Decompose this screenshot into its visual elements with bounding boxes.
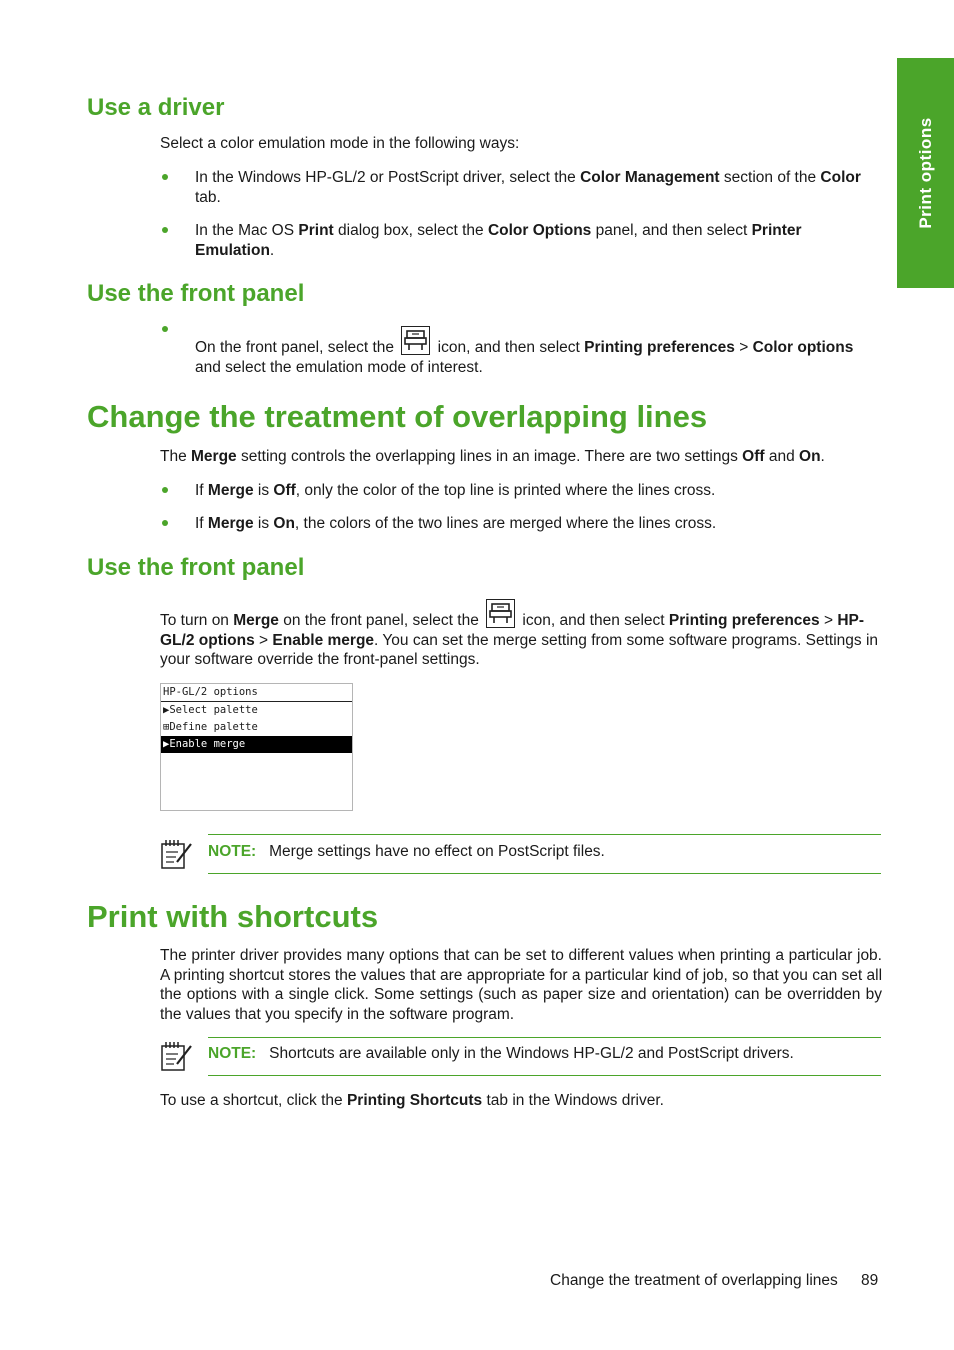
heading-use-front-panel-2: Use the front panel [87, 554, 305, 581]
note-rule-top [208, 834, 881, 835]
note-icon [160, 1040, 194, 1072]
note-merge-postscript: NOTE: Merge settings have no effect on PostScript files. [208, 843, 605, 860]
bullet-dot [162, 174, 168, 180]
bullet-dot [162, 326, 168, 332]
printer-settings-icon [401, 326, 430, 355]
note-icon [160, 838, 194, 870]
page-number: 89 [861, 1272, 879, 1289]
driver-bullet-windows: In the Windows HP-GL/2 or PostScript driver, select the Color Management section of the Color tab. [195, 169, 861, 206]
screen-title: HP-GL/2 options [161, 684, 352, 702]
screen-item-enable-merge[interactable]: ▶Enable merge [161, 736, 352, 753]
side-tab [897, 58, 954, 288]
note-rule-bottom [208, 873, 881, 874]
footer-title: Change the treatment of overlapping lines [550, 1272, 838, 1289]
bullet-dot [162, 227, 168, 233]
merge-intro: The Merge setting controls the overlapping lines in an image. There are two settings Off and On. [160, 448, 825, 465]
note-rule-bottom [208, 1075, 881, 1076]
shortcuts-body: The printer driver provides many options that can be set to different values when printing a particular job. A printing shortcut stores the values that are appropriate for a particular kind of job, so that you can set all the options with a single click. Some settings (such as paper size and orientation) can be overridden by the values that you specify in the software program. [160, 947, 883, 1023]
merge-front-panel-instruction: To turn on Merge on the front panel, select the icon, and then select Printing preferences > HP-GL/2 options > Enable merge. You can set the merge setting from some software programs. Settings in your software override the front-panel settings. [160, 599, 882, 670]
heading-print-with-shortcuts: Print with shortcuts [87, 899, 379, 934]
heading-overlapping-lines: Change the treatment of overlapping lines [87, 399, 708, 434]
screen-item-define-palette[interactable]: ⊞Define palette [163, 721, 258, 733]
note-rule-top [208, 1037, 881, 1038]
merge-off-bullet: If Merge is Off, only the color of the top line is printed where the lines cross. [195, 482, 716, 499]
driver-bullet-mac: In the Mac OS Print dialog box, select the Color Options panel, and then select Printer Emulation. [195, 222, 802, 259]
driver-intro: Select a color emulation mode in the following ways: [160, 135, 520, 152]
heading-use-a-driver: Use a driver [87, 94, 225, 121]
printer-settings-icon [486, 599, 515, 628]
front-panel-screen [160, 683, 353, 811]
bullet-dot [162, 520, 168, 526]
note-shortcuts-drivers: NOTE: Shortcuts are available only in the Windows HP-GL/2 and PostScript drivers. [208, 1045, 794, 1062]
front-panel-color-instruction: On the front panel, select the icon, and then select Printing preferences > Color options and select the emulation mode of interest. [195, 326, 882, 377]
shortcuts-closing: To use a shortcut, click the Printing Shortcuts tab in the Windows driver. [160, 1092, 664, 1109]
side-tab-label: Print options [915, 117, 935, 229]
bullet-dot [162, 487, 168, 493]
merge-on-bullet: If Merge is On, the colors of the two lines are merged where the lines cross. [195, 515, 717, 532]
heading-use-front-panel-1: Use the front panel [87, 280, 305, 307]
screen-item-select-palette[interactable]: ▶Select palette [163, 704, 258, 716]
